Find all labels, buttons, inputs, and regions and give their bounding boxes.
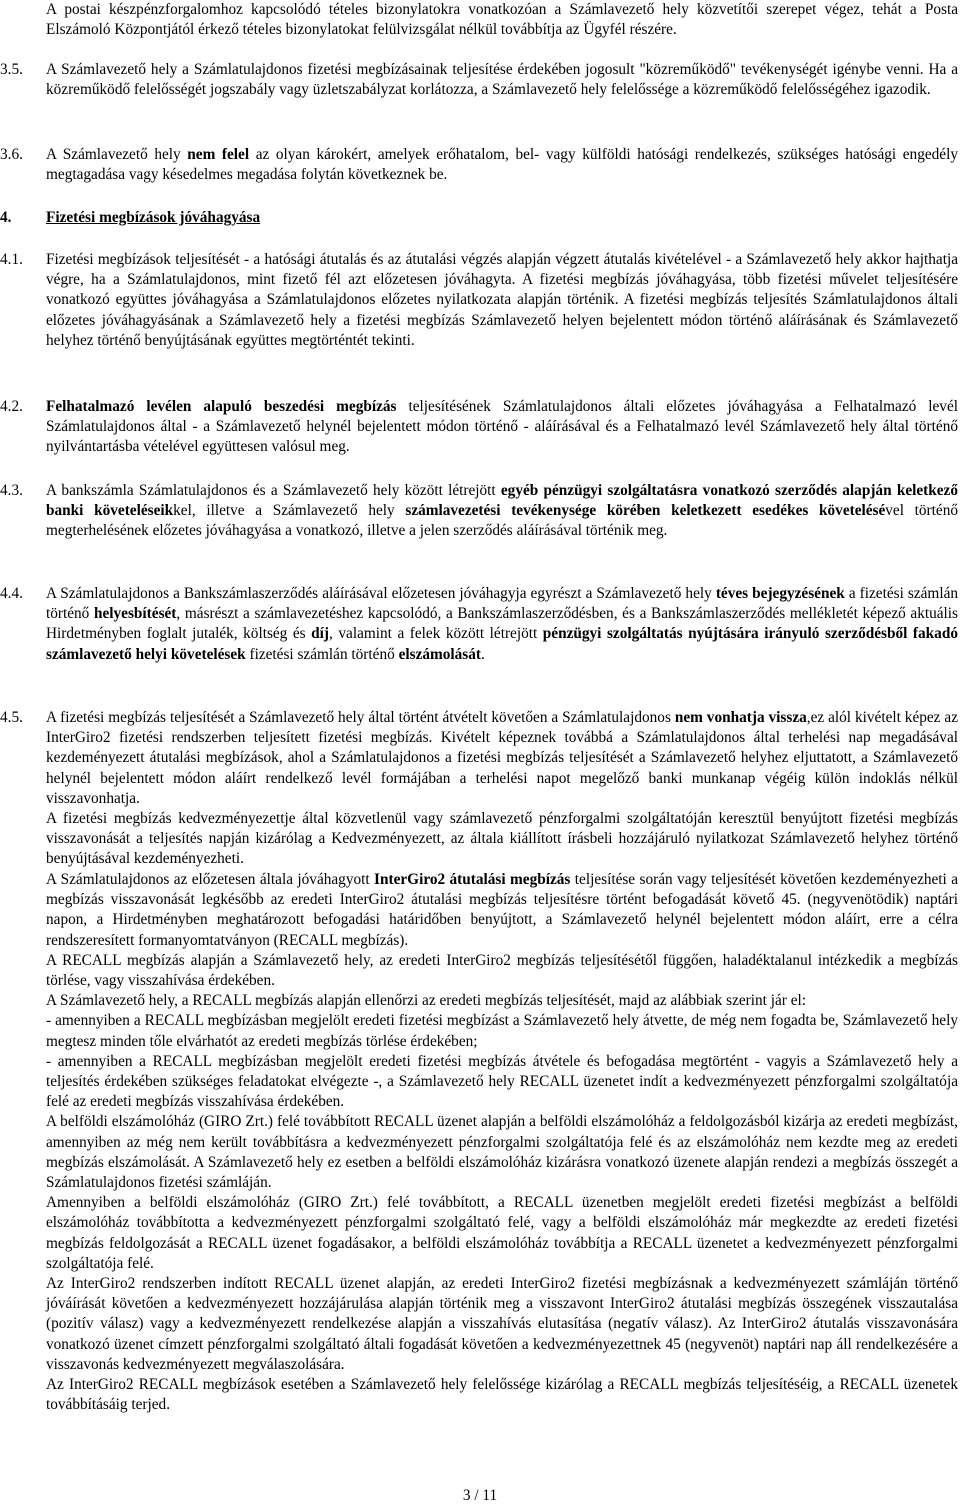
section-number: 4.2. — [0, 398, 23, 415]
heading-4 — [0, 208, 960, 228]
paragraph: A belföldi elszámolóház (GIRO Zrt.) felé továbbított RECALL üzenet alapján a belföldi elszámolóház a feldolgozásból kizárja az eredeti megbízást, amennyiben az még nem került továbbításra a kedvezményezett pénzforgalmi szolgáltatója felé és az elszámolóház nem kezdte meg az eredeti megbízás elszámolását. A Számlavezető hely ez esetben a belföldi elszámolóház kizárásra vonatkozó üzenete alapján rendezi a megbízás összegét a Számlatulajdonos fizetési számláján. — [46, 1113, 958, 1192]
paragraph: Az InterGiro2 RECALL megbízások esetében a Számlavezető hely felelőssége kizárólag a RECALL megbízás teljesítéséig, a RECALL üzenetek továbbításáig terjed. — [46, 1376, 958, 1414]
section-text: A Számlatulajdonos a Bankszámlaszerződés aláírásával előzetesen jóváhagyja egyrészt a Számlavezető hely téves bejegyzésének a fizetési számlán történő helyesbítését, másrészt a számlavezetéshez kapcsolódó, a Bankszámlaszerződésben, és a Bankszámlaszerződés mellékletét képező aktuális Hirdetményben foglalt jutalék, költség és díj, valamint a felek között létrejött pénzügyi szolgáltatás nyújtására irányuló szerződésből fakadó számlavezető helyi követelések fizetési számlán történő elszámolását. — [46, 585, 959, 663]
paragraph: A Számlatulajdonos az előzetesen általa jóváhagyott InterGiro2 átutalási megbízás teljesítése során vagy teljesítését követően kezdeményezheti a megbízás visszavonását legkésőbb az eredeti InterGiro2 átutalási megbízás teljesítésre történt befogadását követő 45. (negyvenötödik) naptári napon, a Hirdetményben meghatározott befogadási határidőben benyújtott, a Számlavezető helynél bejelentett módon aláírt, erre a célra rendszeresített formanyomtatványon (RECALL megbízás). — [46, 871, 959, 949]
paragraph: A RECALL megbízás alapján a Számlavezető hely, az eredeti InterGiro2 megbízás teljesítésétől függően, haladéktalanul intézkedik a megbízás törlése, vagy visszahívása érdekében. — [46, 951, 958, 990]
section-number: 4.1. — [0, 251, 23, 268]
intro-text: A postai készpénzforgalomhoz kapcsolódó tételes bizonylatokra vonatkozóan a Számlavezető hely közvetítői szerepet végez, tehát a Posta Elszámoló Központjától érkező tételes bizonylatokat felülvizsgálat nélkül továbbítja az Ügyfél részére. — [46, 1, 958, 39]
section-4-1 — [0, 250, 960, 351]
section-4-4 — [0, 584, 960, 665]
paragraph: A Számlavezető hely, a RECALL megbízás alapján ellenőrzi az eredeti megbízás teljesítését, majd az alábbiak szerint jár el: — [46, 992, 806, 1010]
section-text: A Számlavezető hely nem felel az olyan károkért, amelyek erőhatalom, bel- vagy külföldi hatósági rendelkezés, szükséges hatósági engedély megtagadása vagy késedelmes megadása folytán következnek be. — [46, 146, 958, 184]
intergiro-paragraphs — [0, 870, 960, 1415]
section-text: A bankszámla Számlatulajdonos és a Számlavezető hely között létrejött egyéb pénzügyi szolgáltatásra vonatkozó szerződés alapján keletkező banki követeléseikkel, illetve a Számlavezető hely számlavezetési tevékenysége körében keletkezett esedékes követelésével történő megterhelésének előzetes jóváhagyása a vonatkozó, illetve a jelen szerződés aláírásával történik meg. — [46, 482, 958, 540]
section-text: A fizetési megbízás teljesítését a Számlavezető hely által történt átvételt követően a Számlatulajdonos nem vonhatja vissza,ez alól kivételt képez az InterGiro2 fizetési rendszerben teljesített fizetési megbízás. Kivételt képeznek továbbá a Számlatulajdonos által terhelési nap megadásával kezdeményezett átutalási megbízások, ahol a Számlatulajdonos a fizetési megbízás teljesítését a Számlavezető helyhez eljuttatott, a Számlavezető helynél bejelentett módon aláírt rendelkező levél formájában a terhelési napot megelőző banki munkanap végéig külön indoklás nélkül visszavonhatja. — [46, 709, 958, 807]
paragraph: Az InterGiro2 rendszerben indított RECALL üzenet alapján, az eredeti InterGiro2 fizetési megbízásnak a kedvezményezett számláján történő jóváírását követően a kedvezményezett hozzájárulása alapján történik meg a visszavont InterGiro2 átutalási megbízás összegének visszautalása (pozitív válasz) vagy a kedvezményezett rendelkezése alapján a visszahívás elutasítása (negatív válasz). Az InterGiro2 átutalás visszavonására vonatkozó üzenet címzett pénzforgalmi szolgáltató általi fogadását követően a kedvezményezettnek 45 (negyvenöt) naptári nap áll rendelkezésére a visszavonás kedvezményezett megválaszolására. — [46, 1275, 958, 1373]
heading-number: 4. — [0, 209, 12, 226]
paragraph: A fizetési megbízás kedvezményezettje által közvetlenül vagy számlavezető pénzforgalmi szolgáltatóján keresztül benyújtott fizetési megbízás visszavonását a teljesítés napján kizárólag a Kedvezményezett, az általa kiállított írásbeli hozzájáruló nyilatkozat Számlavezető helyhez történő benyújtásával kezdeményezheti. — [46, 810, 958, 868]
section-number: 4.5. — [0, 709, 23, 726]
section-number: 4.3. — [0, 482, 23, 499]
intro-paragraph — [0, 0, 960, 40]
section-text: Felhatalmazó levélen alapuló beszedési megbízás teljesítésének Számlatulajdonos általi előzetes jóváhagyása a Felhatalmazó levél Számlatulajdonos által - a Számlavezető helynél bejelentett módon történő - aláírásával és a Felhatalmazó levél Számlavezető hely által történő nyilvántartásba vételével együttesen valósul meg. — [46, 398, 958, 456]
section-3-6 — [0, 145, 960, 185]
section-4-3 — [0, 481, 960, 542]
section-4-5 — [0, 708, 960, 870]
section-number: 3.6. — [0, 146, 23, 163]
paragraph: Amennyiben a belföldi elszámolóház (GIRO Zrt.) felé továbbított, a RECALL üzenetben megjelölt eredeti fizetési megbízást a belföldi elszámolóház továbbította a kedvezményezett pénzforgalmi szolgáltató felé, vagy a belföldi elszámolóház már megkezdte az eredeti fizetési megbízás feldolgozását a RECALL üzenet fogadásakor, a belföldi elszámolóház továbbítja a RECALL üzenetet a kedvezményezett pénzforgalmi szolgáltatója felé. — [46, 1194, 958, 1272]
heading-title: Fizetési megbízások jóváhagyása — [46, 209, 261, 226]
list-item: - amennyiben a RECALL megbízásban megjelölt eredeti fizetési megbízást a Számlavezető hely átvette, de még nem fogadta be, Számlavezető hely megtesz minden tőle elvárhatót az eredeti megbízás törlése érdekében; — [46, 1012, 958, 1050]
section-text: Fizetési megbízások teljesítését - a hatósági átutalás és az átutalási végzés alapján végzett átutalás kivételével - a Számlavezető hely akkor hajthatja végre, ha a Számlatulajdonos, mint fizető fél azt előzetesen jóváhagyta. A fizetési megbízás jóváhagyása, több fizetési művelet teljesítésére vonatkozó együttes jóváhagyása a Számlatulajdonos előzetes nyilatkozata alapján történik. A fizetési megbízás teljesítés Számlatulajdonos általi előzetes jóváhagyásának a Számlavezető hely a fizetési megbízás Számlavezető helyen bejelentett módon történő aláírásának és Számlavezető helyhez történő benyújtásának együttes megtörténtét tekinti. — [46, 251, 958, 349]
section-text: A Számlavezető hely a Számlatulajdonos fizetési megbízásainak teljesítése érdekében jogosult "közreműködő" tevékenységét igénybe venni. Ha a közreműködő felelősségét jogszabály vagy üzletszabályzat korlátozza, a Számlavezető hely felelőssége a közreműködő felelősségéhez igazodik. — [46, 61, 958, 99]
list-item: - amennyiben a RECALL megbízásban megjelölt eredeti fizetési megbízás átvétele és befogadása megtörtént - vagyis a Számlavezető hely a teljesítés érdekében szükséges feladatokat elvégezte -, a Számlavezető hely RECALL üzenetet indít a kedvezményezett pénzforgalmi szolgáltatója felé az eredeti megbízás visszahívása érdekében. — [46, 1052, 958, 1111]
section-number: 4.4. — [0, 585, 23, 602]
section-number: 3.5. — [0, 61, 23, 78]
page-number: 3 / 11 — [462, 1487, 498, 1504]
section-3-5 — [0, 60, 960, 100]
section-4-2 — [0, 397, 960, 458]
